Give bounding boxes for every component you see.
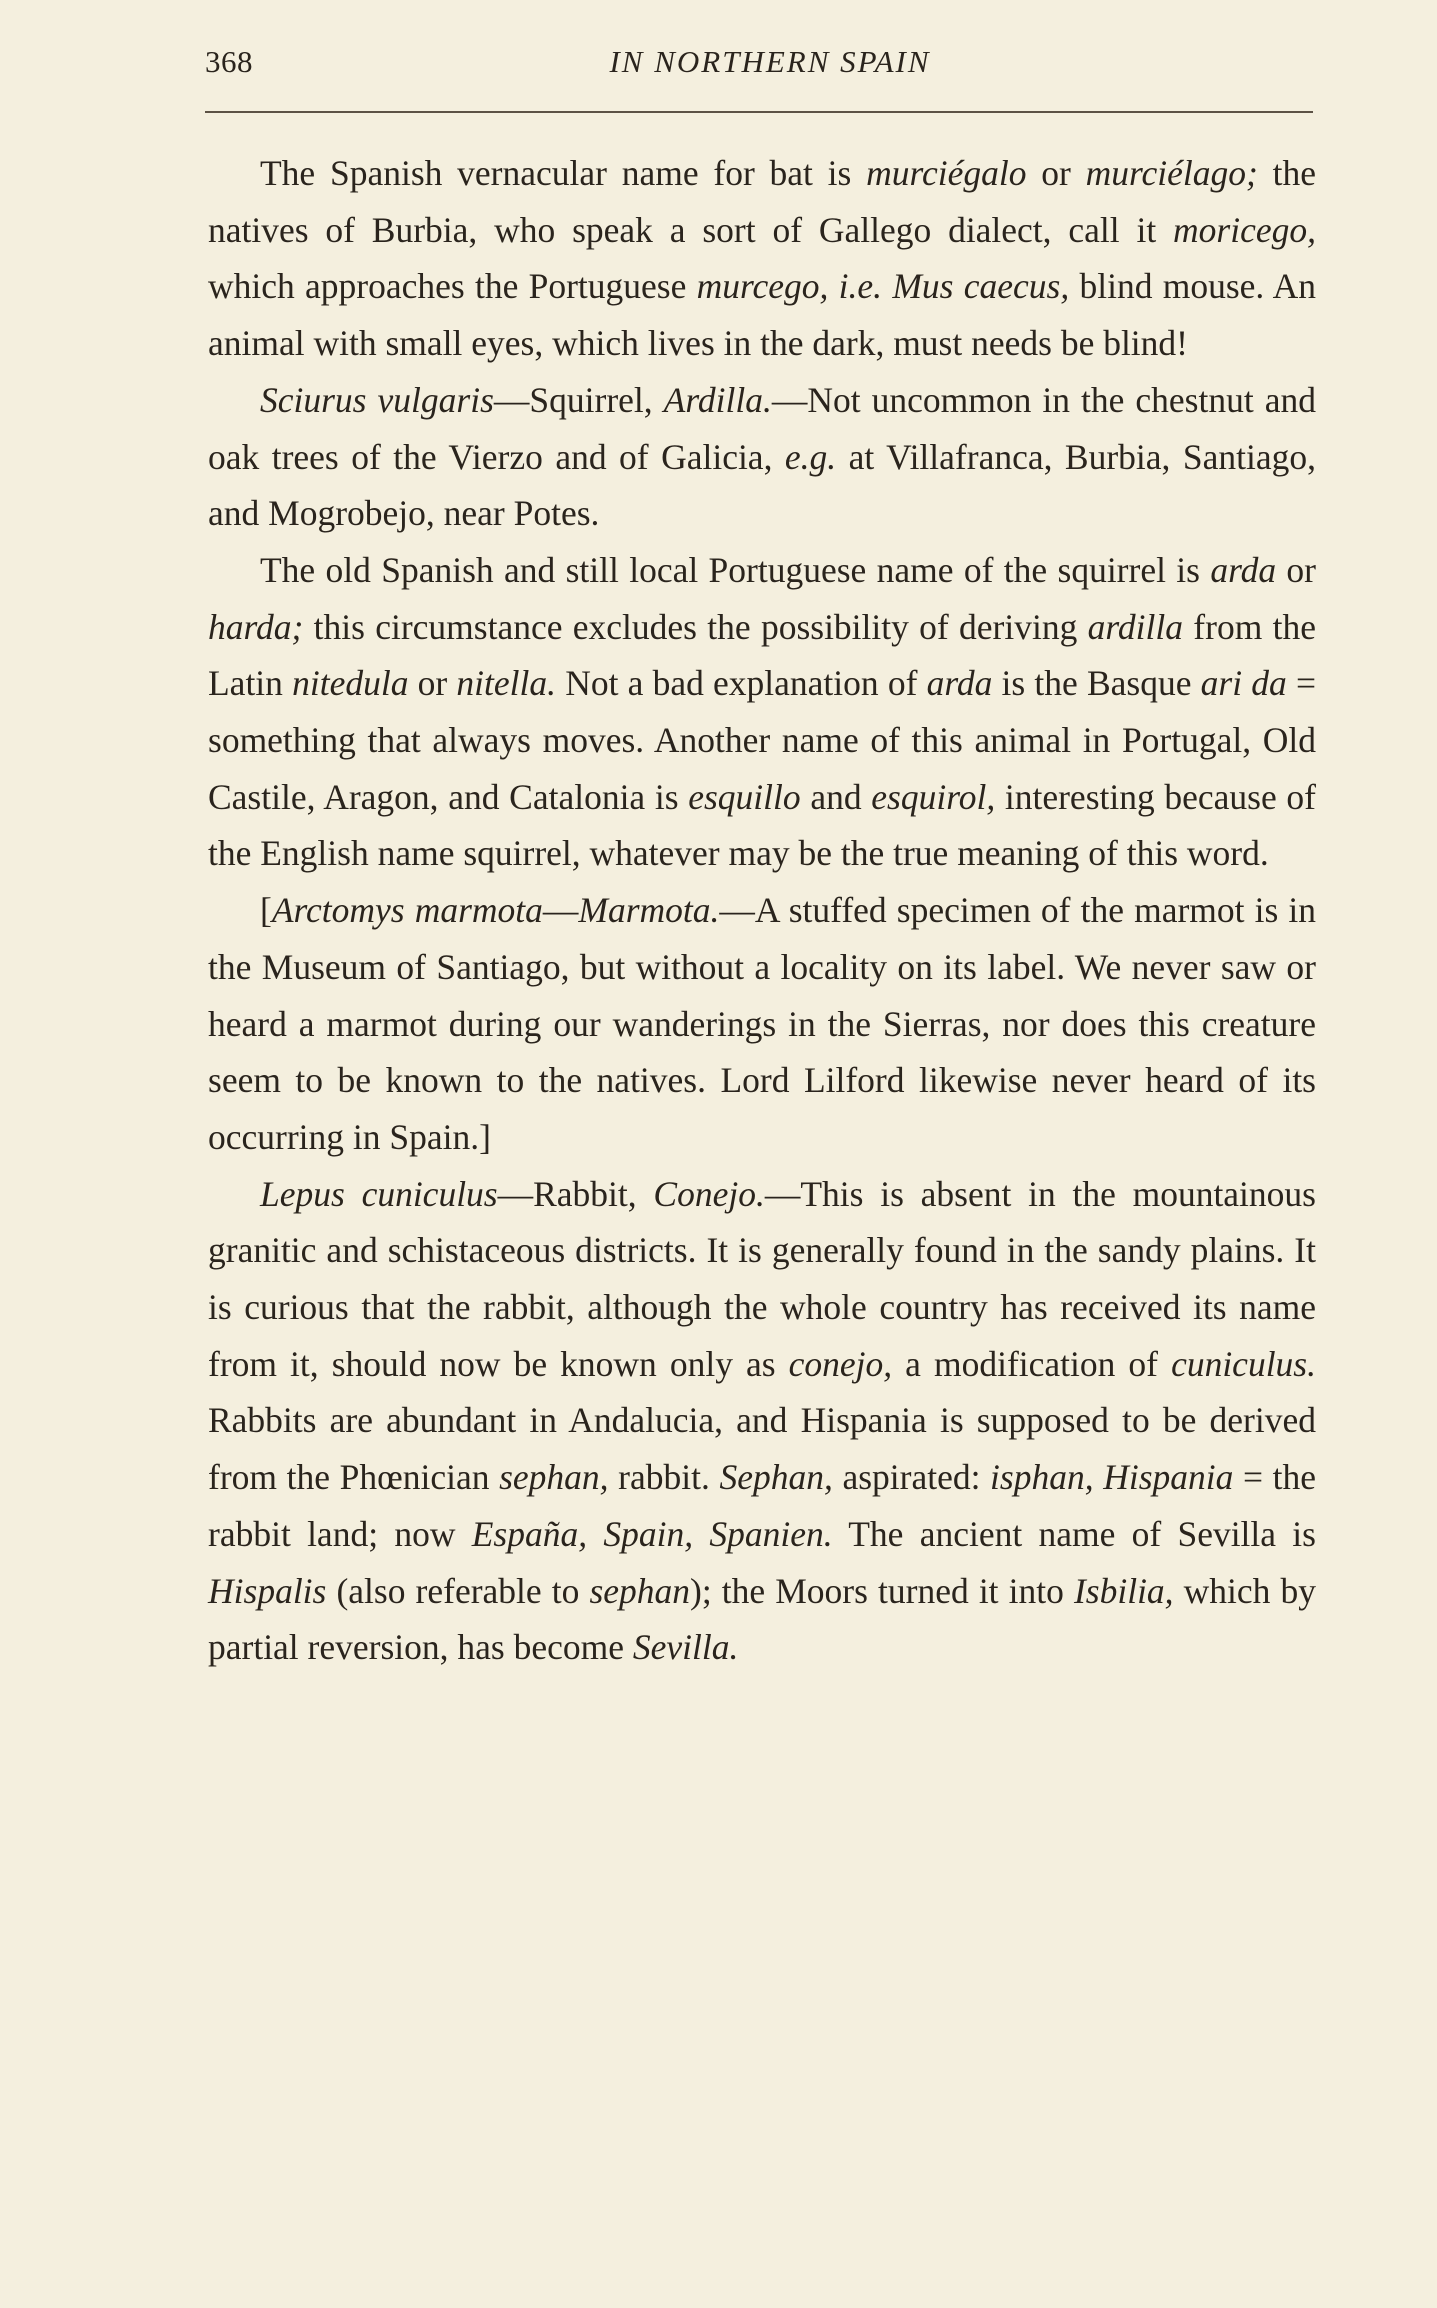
text-run: The ancient name of Sevilla is: [832, 1513, 1316, 1554]
text-run: or: [1276, 549, 1316, 590]
text-run: this circumstance excludes the possibility of deriving: [303, 606, 1088, 647]
italic-run: e.g.: [784, 436, 837, 477]
text-run: aspirated:: [832, 1457, 991, 1498]
text-run: blind mouse. An animal with small eyes, which lives in the dark, must needs be blind!: [208, 266, 1316, 364]
paragraph-squirrel-etymology: [208, 542, 1316, 882]
text-run: Not a bad explanation of: [556, 663, 927, 704]
italic-run: esquillo: [688, 776, 801, 817]
italic-run: moricego,: [1173, 209, 1316, 250]
text-run: or: [1026, 153, 1086, 193]
italic-run: cuniculus.: [1171, 1343, 1316, 1384]
text-run: a modification of: [892, 1343, 1172, 1384]
page-number: 368: [205, 44, 253, 79]
italic-run: ardilla: [1087, 606, 1183, 647]
text-run: the natives of Burbia, who speak a sort of Gallego dialect, call it: [208, 153, 1316, 250]
italic-run: arda: [1210, 549, 1277, 590]
italic-run: Sciurus vulgaris: [260, 379, 494, 420]
page-header: [205, 44, 1315, 94]
header-rule: [205, 111, 1313, 113]
italic-run: Arctomys marmota: [271, 890, 543, 931]
text-run: from the Latin: [208, 606, 1316, 704]
text-run: [: [260, 890, 272, 931]
italic-run: arda: [926, 663, 993, 704]
italic-run: Lepus cuniculus: [260, 1173, 498, 1214]
text-run: —A stuffed specimen of the marmot is in the Museum of Santiago, but without a locality on its label. We never saw or heard a marmot during our wanderings in the Sierras, nor does this creature seem to be known to the natives. Lord Lilford likewise never heard of its occurring in Spain.]: [208, 890, 1317, 1157]
text-run: —: [542, 890, 579, 931]
text-run: The Spanish vernacular name for bat is: [260, 153, 867, 193]
text-run: (also referable to: [326, 1570, 590, 1611]
text-run: The old Spanish and still local Portuguese name of the squirrel is: [260, 549, 1211, 590]
italic-run: murciégalo: [866, 153, 1027, 193]
italic-run: Hispalis: [208, 1570, 327, 1611]
text-run: ); the Moors turned it into: [690, 1570, 1074, 1611]
italic-run: nitedula: [292, 663, 409, 704]
text-run: or: [408, 663, 457, 704]
italic-run: murcego, i.e. Mus caecus,: [696, 266, 1070, 307]
text-run: and: [800, 776, 872, 817]
text-run: Rabbits are abundant in Andalucia, and Hispania is supposed to be derived from the Phœnician: [208, 1400, 1316, 1498]
italic-run: Sevilla.: [632, 1627, 739, 1668]
body-text: [208, 145, 1316, 1676]
text-run: which by partial reversion, has become: [208, 1570, 1316, 1668]
italic-run: conejo,: [788, 1343, 893, 1384]
italic-run: sephan,: [499, 1457, 609, 1498]
paragraph-bat: [208, 145, 1316, 372]
paragraph-squirrel: [208, 372, 1316, 542]
italic-run: harda;: [208, 606, 304, 647]
text-run: = something that always moves. Another name of this animal in Portugal, Old Castile, Aragon, and Catalonia is: [208, 663, 1316, 817]
italic-run: esquirol,: [871, 776, 996, 817]
text-run: = the rabbit land; now: [208, 1457, 1316, 1554]
text-run: —Rabbit,: [497, 1173, 654, 1214]
text-run: which approaches the Portuguese: [208, 266, 697, 307]
italic-run: sephan: [589, 1570, 691, 1611]
text-run: —Squirrel,: [493, 379, 664, 420]
text-run: is the Basque: [992, 663, 1201, 704]
italic-run: Marmota.: [578, 890, 720, 931]
text-run: —Not uncommon in the chestnut and oak trees of the Vierzo and of Galicia,: [208, 379, 1316, 477]
italic-run: nitella.: [456, 663, 557, 704]
running-head: IN NORTHERN SPAIN: [609, 44, 931, 79]
text-run: rabbit.: [608, 1457, 720, 1498]
italic-run: murciélago;: [1085, 153, 1258, 193]
text-run: —This is absent in the mountainous granitic and schistaceous districts. It is generally found in the sandy plains. It is curious that the rabbit, although the whole country has received its name from it, should now be known only as: [208, 1173, 1316, 1384]
text-run: at Villafranca, Burbia, Santiago, and Mogrobejo, near Potes.: [208, 436, 1316, 534]
italic-run: Ardilla.: [663, 379, 772, 420]
italic-run: isphan, Hispania: [990, 1457, 1234, 1498]
italic-run: ari da: [1200, 663, 1287, 704]
paragraph-rabbit: [208, 1166, 1316, 1676]
text-run: interesting because of the English name squirrel, whatever may be the true meaning of this word.: [208, 776, 1317, 874]
italic-run: España, Spain, Spanien.: [471, 1513, 833, 1554]
italic-run: Conejo.: [653, 1173, 765, 1214]
italic-run: Sephan,: [719, 1457, 833, 1498]
italic-run: Isbilia,: [1073, 1570, 1174, 1611]
paragraph-marmot: [208, 882, 1316, 1166]
